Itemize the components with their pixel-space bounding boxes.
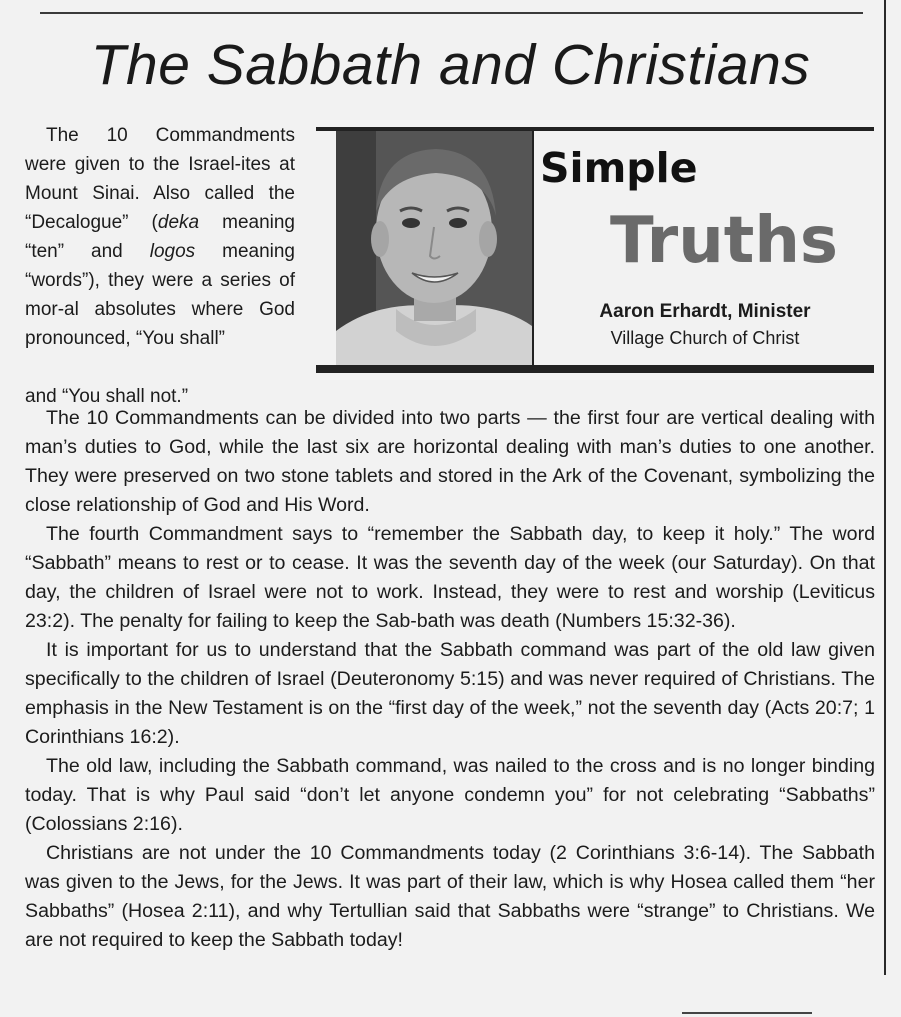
lead-deka: deka [157, 212, 200, 233]
body-paragraph: The old law, including the Sabbath command, was nailed to the cross and is no longer binding today. That is why Paul said “don’t let anyone condemn you” for not celebrating “Sabbaths” (Colossians 2:16). [25, 755, 875, 835]
box-bottom-rule [316, 365, 874, 373]
article-body [25, 404, 875, 955]
article-title: The Sabbath and Christians [90, 33, 811, 97]
top-rule [40, 12, 863, 14]
body-paragraph: It is important for us to understand that the Sabbath command was part of the old law given specifically to the children of Israel (Deuteronomy 5:15) and was never required of Christians. The emphasis in the New Testament is on the “first day of the week,” not the seventh day (Acts 20:7; 1 Corinthians 16:2). [25, 639, 875, 748]
photo-divider [532, 131, 534, 365]
body-paragraph: Christians are not under the 10 Commandments today (2 Corinthians 3:6-14). The Sabbath was given to the Jews, for the Jews. It was part of their law, which is why Hosea called them “her Sabbaths” (Hosea 2:11), and why Tertullian said that Sabbaths were “strange” to Christians. We are not required to keep the Sabbath today! [25, 842, 875, 951]
bottom-rule [682, 1012, 812, 1014]
lead-text-3: meaning “words”), they were a series of mor-al absolutes where God pronounced, “You shall” [25, 241, 295, 349]
column-header-box [316, 127, 874, 373]
column-name-simple: Simple [540, 144, 698, 192]
lead-last-line: and “You shall not.” [25, 386, 189, 407]
author-photo [336, 131, 532, 365]
column-rule [884, 0, 886, 975]
author-church: Village Church of Christ [610, 328, 800, 348]
body-paragraph: The fourth Commandment says to “remember the Sabbath day, to keep it holy.” The word “Sabbath” means to rest or to cease. It was the seventh day of the week (our Saturday). On that day, the children of Israel were not to work. Instead, they were to rest and worship (Leviticus 23:2). The penalty for failing to keep the Sab-bath was death (Numbers 15:32-36). [25, 523, 875, 632]
author-byline: Aaron Erhardt, Minister [599, 301, 811, 322]
body-paragraph: The 10 Commandments can be divided into two parts — the first four are vertical dealing with man’s duties to God, while the last six are horizontal dealing with man’s duties to one another. They were preserved on two stone tablets and stored in the Ark of the Covenant, symbolizing the close relationship of God and His Word. [25, 407, 875, 516]
lead-text-1: The 10 Commandments were given to the Israel-ites at Mount Sinai. Also called the “Decalogue” ( [25, 125, 295, 233]
lead-paragraph [25, 121, 295, 353]
lead-text-2: meaning “ten” and [25, 212, 295, 262]
column-name-truths: Truths [610, 204, 838, 278]
lead-logos: logos [149, 241, 196, 262]
